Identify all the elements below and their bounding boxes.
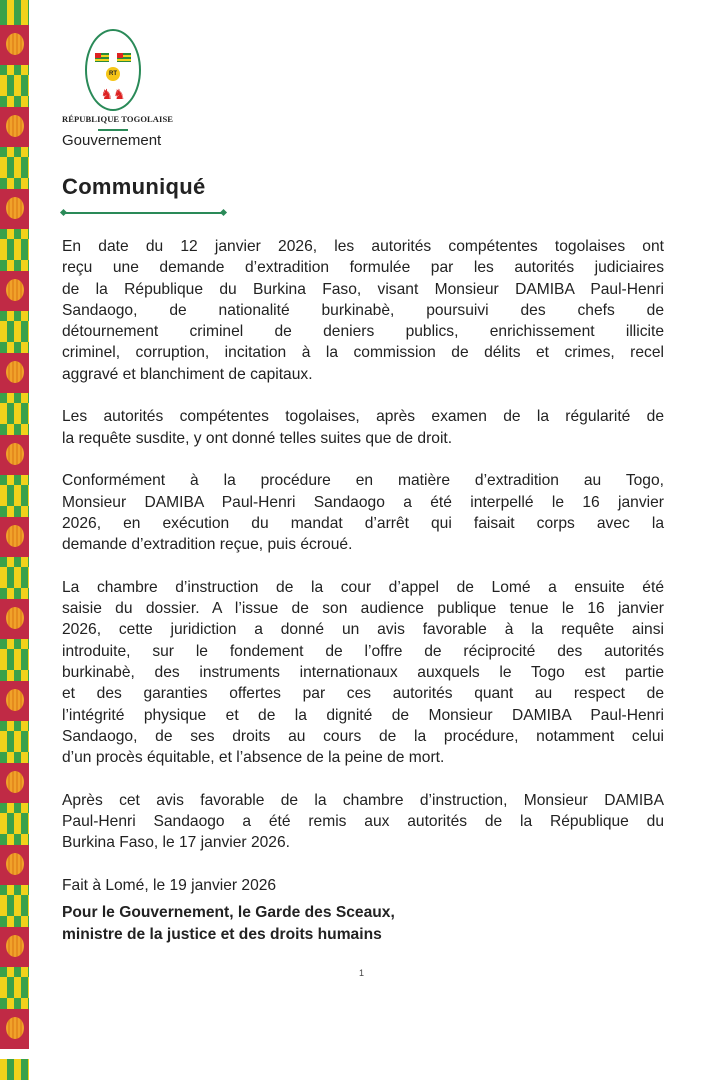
border-red-block (0, 517, 29, 557)
text-line: criminel, corruption, incitation à la commission de délits et crimes, recel (62, 344, 664, 362)
divider (98, 129, 128, 131)
signature-line-2: ministre de la justice et des droits humains (62, 925, 382, 943)
text-line: de la République du Burkina Faso, visant Monsieur DAMIBA Paul-Henri (62, 280, 664, 298)
text-line: Les autorités compétentes togolaises, après examen de la régularité de (62, 408, 664, 426)
page-number: 1 (359, 968, 365, 978)
border-red-block (0, 845, 29, 885)
text-line: aggravé et blanchiment de capitaux. (62, 365, 313, 383)
border-check-band (0, 1059, 29, 1080)
text-line: Paul-Henri Sandaogo a été remis aux autorités de la République du (62, 813, 664, 831)
border-red-block (0, 25, 29, 65)
text-line: La chambre d’instruction de la cour d’appel de Lomé a ensuite été (62, 578, 664, 596)
text-line: Monsieur DAMIBA Paul-Henri Sandaogo a été interpellé le 16 janvier (62, 493, 664, 511)
place-date: Fait à Lomé, le 19 janvier 2026 (62, 876, 277, 894)
border-red-block (0, 271, 29, 311)
paragraph (62, 790, 664, 854)
border-red-block (0, 435, 29, 475)
border-check-band (0, 157, 29, 178)
text-line: Conformément à la procédure en matière d’extradition au Togo, (62, 472, 664, 490)
text-line: introduite, sur le fondement de l’offre de réciprocité des autorités (62, 642, 664, 660)
communique-body (62, 236, 664, 945)
text-line: d’un procès équitable, et l’absence de la peine de mort. (62, 749, 445, 767)
text-line: saisie du dossier. A l’issue de son audience publique tenue le 16 janvier (62, 600, 664, 618)
border-red-block (0, 927, 29, 967)
border-red-block (0, 763, 29, 803)
text-line: la requête susdite, y ont donné telles suites que de droit. (62, 429, 453, 447)
lions-icon: ♞♞ (100, 86, 126, 102)
text-line: et des garanties offertes par ces autorités quant au respect de (62, 685, 664, 703)
text-line: 2026, cette juridiction a donné un avis favorable à la requête ainsi (62, 621, 664, 639)
text-line: demande d’extradition reçue, puis écroué. (62, 536, 353, 554)
text-line: détournement criminel de deniers publics, enrichissement illicite (62, 323, 664, 341)
paragraph (62, 236, 664, 385)
border-check-band (0, 403, 29, 424)
border-red-block (0, 353, 29, 393)
paragraph (62, 470, 664, 555)
government-label: Gouvernement (62, 132, 162, 149)
border-check-band (0, 977, 29, 998)
paragraph (62, 406, 664, 449)
border-check-band (0, 75, 29, 96)
text-line: En date du 12 janvier 2026, les autorités compétentes togolaises ont (62, 238, 664, 255)
text-line: l’intégrité physique et de la dignité de Monsieur DAMIBA Paul-Henri (62, 706, 664, 724)
text-line: reçu une demande d’extradition formulée par les autorités judiciaires (62, 259, 664, 277)
coat-of-arms-logo (85, 29, 141, 111)
text-line: burkinabè, des instruments internationaux auxquels le Togo est partie (62, 663, 664, 681)
flag-icon (95, 53, 109, 62)
page-title: Communiqué (62, 174, 206, 199)
text-line: Sandaogo, de ses droits au cours de la procédure, notamment celui (62, 727, 664, 745)
flag-icon (117, 53, 131, 62)
signature-line-1: Pour le Gouvernement, le Garde des Sceaux, (62, 904, 395, 922)
text-line: 2026, en exécution du mandat d’arrêt qui faisait corps avec la (62, 514, 664, 532)
border-check-band (0, 485, 29, 506)
text-line: Après cet avis favorable de la chambre d’instruction, Monsieur DAMIBA (62, 791, 664, 809)
border-red-block (0, 107, 29, 147)
border-red-block (0, 189, 29, 229)
border-red-block (0, 599, 29, 639)
border-red-block (0, 681, 29, 721)
border-check-band (0, 321, 29, 342)
republic-label: RÉPUBLIQUE TOGOLAISE (62, 114, 174, 124)
border-check-band (0, 813, 29, 834)
title-divider (62, 212, 225, 214)
paragraph (62, 577, 664, 769)
emblem-badge: RT (106, 67, 120, 81)
border-check-band (0, 731, 29, 752)
border-check-band (0, 567, 29, 588)
border-red-block (0, 1009, 29, 1049)
border-check-band (0, 895, 29, 916)
border-check-band (0, 649, 29, 670)
border-check-band (0, 239, 29, 260)
text-line: Sandaogo, de nationalité burkinabè, poursuivi des chefs de (62, 301, 664, 319)
text-line: Burkina Faso, le 17 janvier 2026. (62, 834, 290, 852)
